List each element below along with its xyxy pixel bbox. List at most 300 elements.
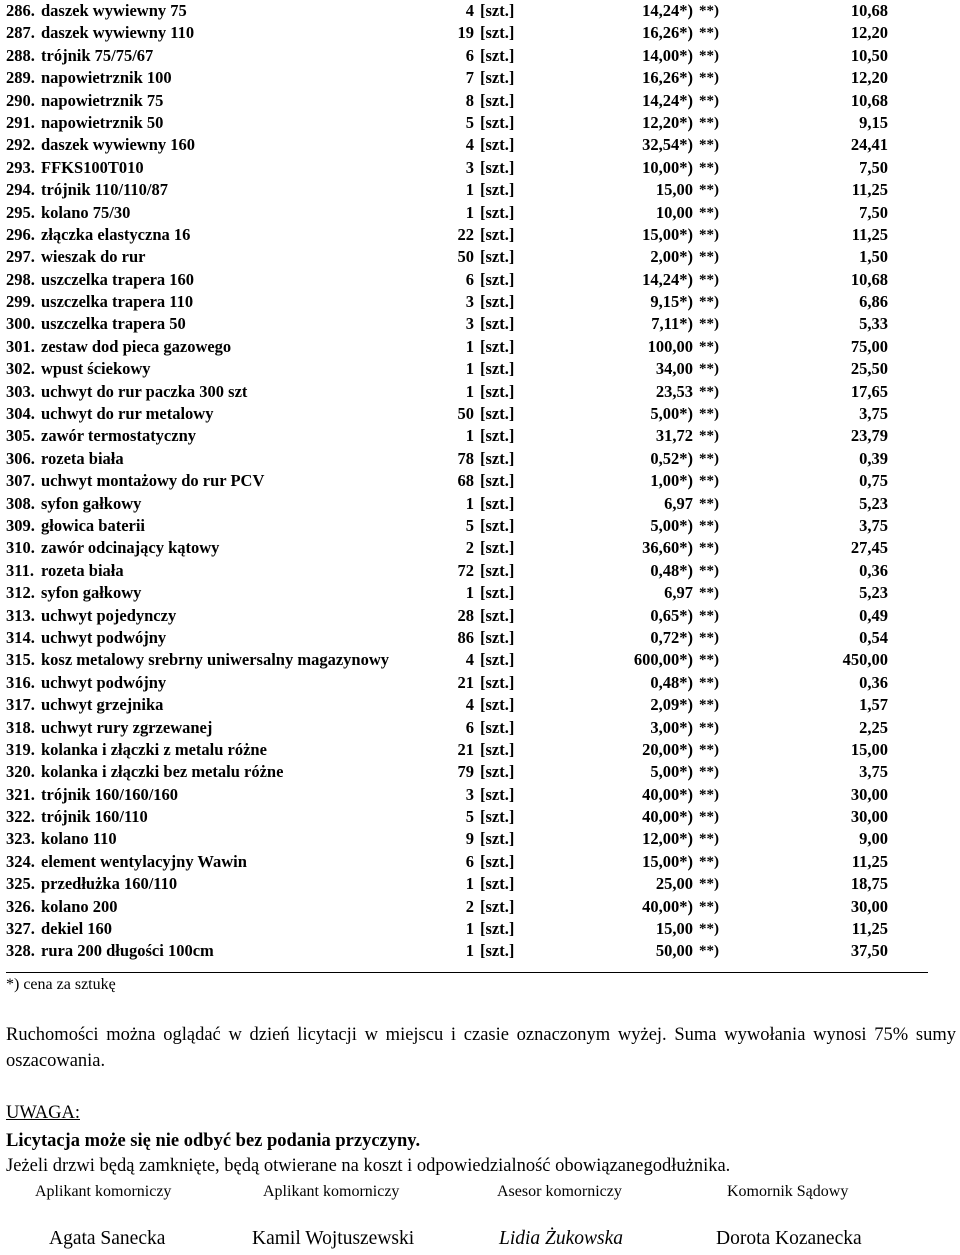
item-num: 314. [6,627,35,647]
item-flag: **) [699,159,719,176]
item-total: 1,50 [859,247,888,267]
item-price: 15,00*) [642,224,693,244]
item-unit: [szt.] [480,739,515,759]
item-price: 15,00 [655,180,693,200]
item-qty: 4 [465,650,474,670]
item-flag: **) [699,540,719,557]
item-flag: **) [699,316,719,333]
item-qty: 1 [465,359,474,379]
item-flag: **) [699,495,719,512]
table-row [6,918,960,940]
table-row [6,896,960,918]
item-total: 5,23 [859,583,888,603]
item-flag: **) [699,876,719,893]
item-price: 23,53 [655,381,693,401]
item-total: 25,50 [850,359,888,379]
item-unit: [szt.] [480,202,515,222]
table-row [6,582,960,604]
item-name: wpust ściekowy [41,359,151,379]
item-qty: 1 [465,381,474,401]
divider-line [6,972,928,973]
item-total: 11,25 [851,919,888,939]
item-flag: **) [699,338,719,355]
item-flag: **) [699,786,719,803]
table-row [6,90,960,112]
item-name: daszek wywiewny 75 [41,1,187,20]
item-name: trójnik 75/75/67 [41,45,154,65]
item-flag: **) [699,809,719,826]
item-num: 327. [6,919,35,939]
item-qty: 6 [465,851,474,871]
item-qty: 6 [465,45,474,65]
uwaga-heading: UWAGA: [6,1103,80,1123]
item-unit: [szt.] [480,784,515,804]
item-name: daszek wywiewny 160 [41,135,196,155]
item-price: 0,48*) [650,672,693,692]
item-num: 315. [6,650,35,670]
item-name: element wentylacyjny Wawin [41,851,247,871]
item-unit: [szt.] [480,180,515,200]
item-qty: 72 [457,560,474,580]
table-row [6,336,960,358]
item-price: 40,00*) [642,807,693,827]
item-unit: [szt.] [480,672,515,692]
item-num: 295. [6,202,35,222]
item-total: 37,50 [850,941,888,961]
item-unit: [szt.] [480,650,515,670]
item-price: 31,72 [655,426,693,446]
item-qty: 1 [465,180,474,200]
item-num: 313. [6,605,35,625]
item-price: 32,54*) [642,135,693,155]
signature-role-2: Aplikant komorniczy [263,1183,400,1200]
item-name: napowietrznik 100 [41,68,172,88]
table-row [6,0,960,22]
item-unit: [szt.] [480,896,515,916]
item-unit: [szt.] [480,135,515,155]
table-row [6,873,960,895]
item-qty: 86 [457,627,474,647]
item-flag: **) [699,943,719,960]
item-num: 317. [6,695,35,715]
item-unit: [szt.] [480,560,515,580]
item-name: zawór termostatyczny [41,426,197,446]
table-row [6,851,960,873]
item-total: 17,65 [850,381,888,401]
item-total: 2,25 [859,717,888,737]
item-flag: **) [699,226,719,243]
item-total: 11,25 [851,224,888,244]
item-flag: **) [699,249,719,266]
item-total: 5,23 [859,493,888,513]
item-total: 5,33 [859,314,888,334]
item-qty: 21 [457,739,474,759]
item-flag: **) [699,47,719,64]
item-unit: [szt.] [480,807,515,827]
item-flag: **) [699,607,719,624]
item-qty: 3 [465,784,474,804]
item-total: 7,50 [859,157,888,177]
item-qty: 8 [465,90,474,110]
item-name: rura 200 długości 100cm [41,941,214,961]
item-flag: **) [699,271,719,288]
item-num: 328. [6,941,35,961]
item-name: napowietrznik 75 [41,90,164,110]
item-total: 7,50 [859,202,888,222]
item-name: uchwyt podwójny [41,672,167,692]
item-price: 14,24*) [642,1,693,20]
item-unit: [szt.] [480,314,515,334]
item-total: 10,68 [850,90,888,110]
item-num: 304. [6,404,35,424]
item-price: 2,09*) [650,695,693,715]
item-total: 3,75 [859,762,888,782]
item-price: 9,15*) [650,292,693,312]
signature-name-1: Agata Sanecka [49,1228,166,1249]
item-total: 3,75 [859,515,888,535]
item-unit: [szt.] [480,247,515,267]
item-total: 6,86 [859,292,888,312]
item-num: 302. [6,359,35,379]
item-flag: **) [699,853,719,870]
item-qty: 1 [465,336,474,356]
table-row [6,515,960,537]
table-row [6,470,960,492]
item-num: 319. [6,739,35,759]
item-qty: 1 [465,583,474,603]
item-price: 15,00 [655,919,693,939]
item-name: zawór odcinający kątowy [41,538,220,558]
item-qty: 1 [465,426,474,446]
item-num: 296. [6,224,35,244]
table-row [6,537,960,559]
item-total: 0,39 [859,448,888,468]
item-flag: **) [699,517,719,534]
item-name: przedłużka 160/110 [41,874,178,894]
item-num: 297. [6,247,35,267]
item-total: 12,20 [850,68,888,88]
item-flag: **) [699,697,719,714]
item-total: 11,25 [851,851,888,871]
item-num: 294. [6,180,35,200]
item-name: głowica baterii [41,515,146,535]
item-name: uszczelka trapera 160 [41,269,195,289]
item-total: 0,54 [859,627,888,647]
item-name: uchwyt do rur paczka 300 szt [41,381,248,401]
item-num: 305. [6,426,35,446]
table-row [6,560,960,582]
item-price: 14,00*) [642,45,693,65]
item-num: 318. [6,717,35,737]
item-qty: 2 [465,896,474,916]
item-num: 324. [6,851,35,871]
item-unit: [szt.] [480,538,515,558]
item-num: 286. [6,1,35,20]
item-qty: 5 [465,807,474,827]
item-flag: **) [699,182,719,199]
table-row [6,202,960,224]
item-unit: [szt.] [480,1,515,20]
table-row [6,22,960,44]
item-unit: [szt.] [480,23,515,43]
item-num: 292. [6,135,35,155]
item-flag: **) [699,831,719,848]
table-row [6,224,960,246]
viewing-paragraph: Ruchomości można oglądać w dzień licytacji w miejscu i czasie oznaczonym wyżej. Suma wywołania wynosi 75% sumy oszacowania. [6,1025,956,1071]
item-flag: **) [699,383,719,400]
item-name: daszek wywiewny 110 [41,23,195,43]
table-row [6,179,960,201]
item-name: kolano 200 [41,896,118,916]
item-unit: [szt.] [480,90,515,110]
item-unit: [szt.] [480,829,515,849]
item-price: 10,00 [655,202,693,222]
item-price: 34,00 [655,359,693,379]
item-price: 100,00 [647,336,693,356]
item-total: 10,50 [850,45,888,65]
table-row [6,448,960,470]
item-total: 27,45 [850,538,888,558]
item-name: uchwyt montażowy do rur PCV [41,471,265,491]
item-total: 30,00 [850,896,888,916]
item-unit: [szt.] [480,68,515,88]
item-qty: 5 [465,112,474,132]
table-row [6,739,960,761]
item-total: 10,68 [850,1,888,20]
item-qty: 79 [457,762,474,782]
item-total: 0,75 [859,471,888,491]
item-qty: 68 [457,471,474,491]
item-total: 0,49 [859,605,888,625]
item-qty: 2 [465,538,474,558]
item-total: 0,36 [859,560,888,580]
item-price: 40,00*) [642,784,693,804]
item-unit: [szt.] [480,404,515,424]
item-unit: [szt.] [480,112,515,132]
item-num: 301. [6,336,35,356]
item-price: 0,72*) [650,627,693,647]
item-total: 3,75 [859,404,888,424]
item-price: 12,00*) [642,829,693,849]
item-num: 298. [6,269,35,289]
item-price: 0,52*) [650,448,693,468]
item-name: kolanka i złączki z metalu różne [41,739,267,759]
signature-role-1: Aplikant komorniczy [35,1183,172,1200]
item-num: 321. [6,784,35,804]
item-flag: **) [699,741,719,758]
item-name: trójnik 110/110/87 [41,180,168,200]
item-flag: **) [699,114,719,131]
item-price: 0,65*) [650,605,693,625]
item-qty: 6 [465,269,474,289]
item-qty: 50 [457,247,474,267]
item-num: 306. [6,448,35,468]
item-total: 75,00 [850,336,888,356]
item-flag: **) [699,562,719,579]
item-total: 15,00 [850,739,888,759]
item-num: 289. [6,68,35,88]
item-name: syfon gałkowy [41,583,142,603]
item-flag: **) [699,204,719,221]
item-name: kosz metalowy srebrny uniwersalny magazynowy [41,650,390,670]
item-num: 299. [6,292,35,312]
table-row [6,605,960,627]
item-num: 291. [6,112,35,132]
item-num: 300. [6,314,35,334]
item-total: 9,00 [859,829,888,849]
item-qty: 22 [457,224,474,244]
item-price: 15,00*) [642,851,693,871]
item-unit: [szt.] [480,292,515,312]
item-unit: [szt.] [480,583,515,603]
item-price: 12,20*) [642,112,693,132]
item-flag: **) [699,428,719,445]
table-row [6,425,960,447]
item-price: 0,48*) [650,560,693,580]
item-num: 325. [6,874,35,894]
item-qty: 1 [465,202,474,222]
item-qty: 1 [465,919,474,939]
signature-role-4: Komornik Sądowy [727,1183,849,1200]
item-num: 316. [6,672,35,692]
item-price: 7,11*) [651,314,693,334]
item-num: 293. [6,157,35,177]
item-name: kolano 110 [41,829,117,849]
item-flag: **) [699,629,719,646]
item-total: 30,00 [850,807,888,827]
item-qty: 78 [457,448,474,468]
item-name: rozeta biała [41,448,124,468]
item-num: 308. [6,493,35,513]
item-unit: [szt.] [480,157,515,177]
item-unit: [szt.] [480,381,515,401]
item-total: 1,57 [859,695,888,715]
table-row [6,828,960,850]
item-price: 600,00*) [633,650,693,670]
signature-role-3: Asesor komorniczy [497,1183,622,1200]
table-row [6,784,960,806]
item-unit: [szt.] [480,941,515,961]
item-price: 36,60*) [642,538,693,558]
table-row [6,403,960,425]
item-total: 9,15 [859,112,888,132]
table-row [6,45,960,67]
table-row [6,134,960,156]
item-flag: **) [699,674,719,691]
item-num: 311. [6,560,34,580]
item-price: 2,00*) [650,247,693,267]
item-unit: [szt.] [480,359,515,379]
item-name: kolanka i złączki bez metalu różne [41,762,284,782]
table-row [6,672,960,694]
item-qty: 1 [465,941,474,961]
item-price: 5,00*) [650,762,693,782]
item-price: 3,00*) [650,717,693,737]
item-name: wieszak do rur [41,247,146,267]
item-price: 14,24*) [642,90,693,110]
item-flag: **) [699,137,719,154]
table-row [6,649,960,671]
item-flag: **) [699,25,719,42]
table-row [6,761,960,783]
table-row [6,67,960,89]
item-name: rozeta biała [41,560,124,580]
item-qty: 3 [465,292,474,312]
item-name: FFKS100T010 [41,157,144,177]
item-qty: 4 [465,1,474,20]
item-flag: **) [699,406,719,423]
item-unit: [szt.] [480,448,515,468]
item-price: 5,00*) [650,404,693,424]
item-num: 323. [6,829,35,849]
item-unit: [szt.] [480,426,515,446]
table-row [6,694,960,716]
item-price: 6,97 [664,583,693,603]
signature-name-3: Lidia Żukowska [499,1228,624,1249]
item-price: 50,00 [655,941,693,961]
item-name: uchwyt grzejnika [41,695,164,715]
item-num: 322. [6,807,35,827]
table-row [6,493,960,515]
table-row [6,940,960,962]
item-num: 307. [6,471,35,491]
item-qty: 7 [465,68,474,88]
item-name: uchwyt pojedynczy [41,605,177,625]
item-total: 24,41 [850,135,888,155]
item-name: trójnik 160/110 [41,807,148,827]
item-flag: **) [699,719,719,736]
item-name: zestaw dod pieca gazowego [41,336,232,356]
item-name: uchwyt rury zgrzewanej [41,717,213,737]
item-total: 10,68 [850,269,888,289]
item-unit: [szt.] [480,695,515,715]
item-name: dekiel 160 [41,919,113,939]
item-qty: 6 [465,717,474,737]
item-price: 5,00*) [650,515,693,535]
items-table [6,0,960,963]
item-qty: 19 [457,23,474,43]
item-name: uchwyt podwójny [41,627,167,647]
item-name: trójnik 160/160/160 [41,784,179,804]
item-flag: **) [699,921,719,938]
item-unit: [szt.] [480,851,515,871]
item-flag: **) [699,652,719,669]
table-row [6,717,960,739]
item-name: uchwyt do rur metalowy [41,404,214,424]
table-row [6,269,960,291]
table-row [6,246,960,268]
item-unit: [szt.] [480,515,515,535]
item-flag: **) [699,70,719,87]
item-qty: 28 [457,605,474,625]
item-qty: 9 [465,829,474,849]
item-flag: **) [699,585,719,602]
item-unit: [szt.] [480,627,515,647]
item-total: 23,79 [850,426,888,446]
item-qty: 5 [465,515,474,535]
item-flag: **) [699,361,719,378]
item-qty: 1 [465,493,474,513]
notice-bold: Licytacja może się nie odbyć bez podania przyczyny. [6,1131,421,1151]
table-row [6,313,960,335]
item-price: 1,00*) [650,471,693,491]
item-unit: [szt.] [480,717,515,737]
item-total: 450,00 [842,650,888,670]
item-num: 310. [6,538,35,558]
item-qty: 4 [465,135,474,155]
item-flag: **) [699,764,719,781]
item-unit: [szt.] [480,45,515,65]
